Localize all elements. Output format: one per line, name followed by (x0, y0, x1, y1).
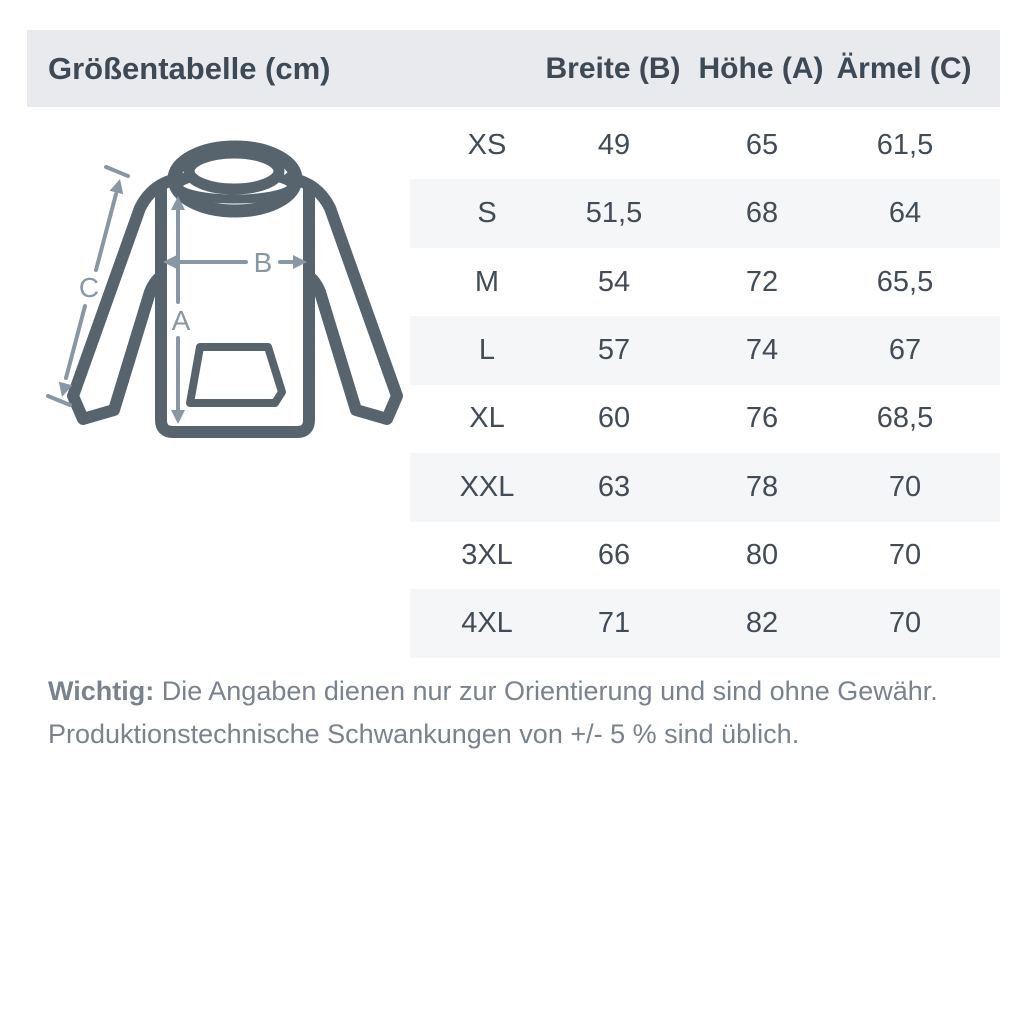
aermel-value: 64 (888, 197, 922, 229)
hoehe-value: 65 (745, 129, 779, 161)
hoehe-value: 68 (745, 197, 779, 229)
size-label: XXL (459, 471, 515, 503)
aermel-value: 70 (888, 471, 922, 503)
table-row-xxl (410, 453, 1000, 522)
aermel-value: 70 (888, 539, 922, 571)
dimension-label-c: C (78, 272, 100, 303)
arrowhead-c-up (110, 179, 124, 194)
size-label: XL (469, 402, 505, 434)
dimension-label-a: A (171, 305, 191, 336)
column-header-hoehe: Höhe (A) (698, 51, 824, 85)
dimension-label-b: B (253, 247, 273, 278)
hoehe-value: 76 (745, 402, 779, 434)
aermel-value: 68,5 (876, 402, 934, 434)
aermel-value: 70 (888, 607, 922, 639)
breite-value: 49 (597, 129, 631, 161)
hoehe-value: 74 (745, 334, 779, 366)
aermel-value: 67 (888, 334, 922, 366)
column-header-breite: Breite (B) (545, 51, 681, 85)
breite-value: 66 (597, 539, 631, 571)
column-header-aermel: Ärmel (C) (836, 51, 972, 85)
hoodie-pocket (190, 347, 282, 403)
hood-inner-ring (189, 153, 279, 189)
hoehe-value: 72 (745, 266, 779, 298)
breite-value: 71 (597, 607, 631, 639)
breite-value: 60 (597, 402, 631, 434)
table-title: Größentabelle (cm) (48, 50, 331, 86)
size-label: L (478, 334, 496, 366)
table-row-xl (410, 384, 1000, 453)
aermel-value: 65,5 (876, 266, 934, 298)
disclaimer (48, 670, 978, 756)
size-label: 3XL (461, 539, 513, 571)
table-header (27, 30, 1000, 107)
size-label: 4XL (461, 607, 513, 639)
size-label: M (474, 266, 500, 298)
size-label: XS (467, 129, 507, 161)
disclaimer-bold-prefix: Wichtig: (48, 676, 155, 706)
disclaimer-line-1 (48, 670, 978, 713)
hoehe-value: 78 (745, 471, 779, 503)
breite-value: 63 (597, 471, 631, 503)
disclaimer-text-1: Die Angaben dienen nur zur Orientierung und sind ohne Gewähr. (161, 676, 938, 706)
hoehe-value: 80 (745, 539, 779, 571)
breite-value: 54 (597, 266, 631, 298)
hoodie-measurement-diagram (40, 130, 412, 460)
aermel-value: 61,5 (876, 129, 934, 161)
breite-value: 57 (597, 334, 631, 366)
hoehe-value: 82 (745, 607, 779, 639)
table-row-m (410, 248, 1000, 317)
size-label: S (477, 197, 497, 229)
table-row-s (410, 179, 1000, 248)
breite-value: 51,5 (585, 197, 643, 229)
table-row-4xl (410, 589, 1000, 658)
table-row-3xl (410, 521, 1000, 590)
table-row-l (410, 316, 1000, 385)
disclaimer-line-2: Produktionstechnische Schwankungen von +/- 5 % sind üblich. (48, 719, 800, 749)
table-row-xs (410, 111, 1000, 180)
